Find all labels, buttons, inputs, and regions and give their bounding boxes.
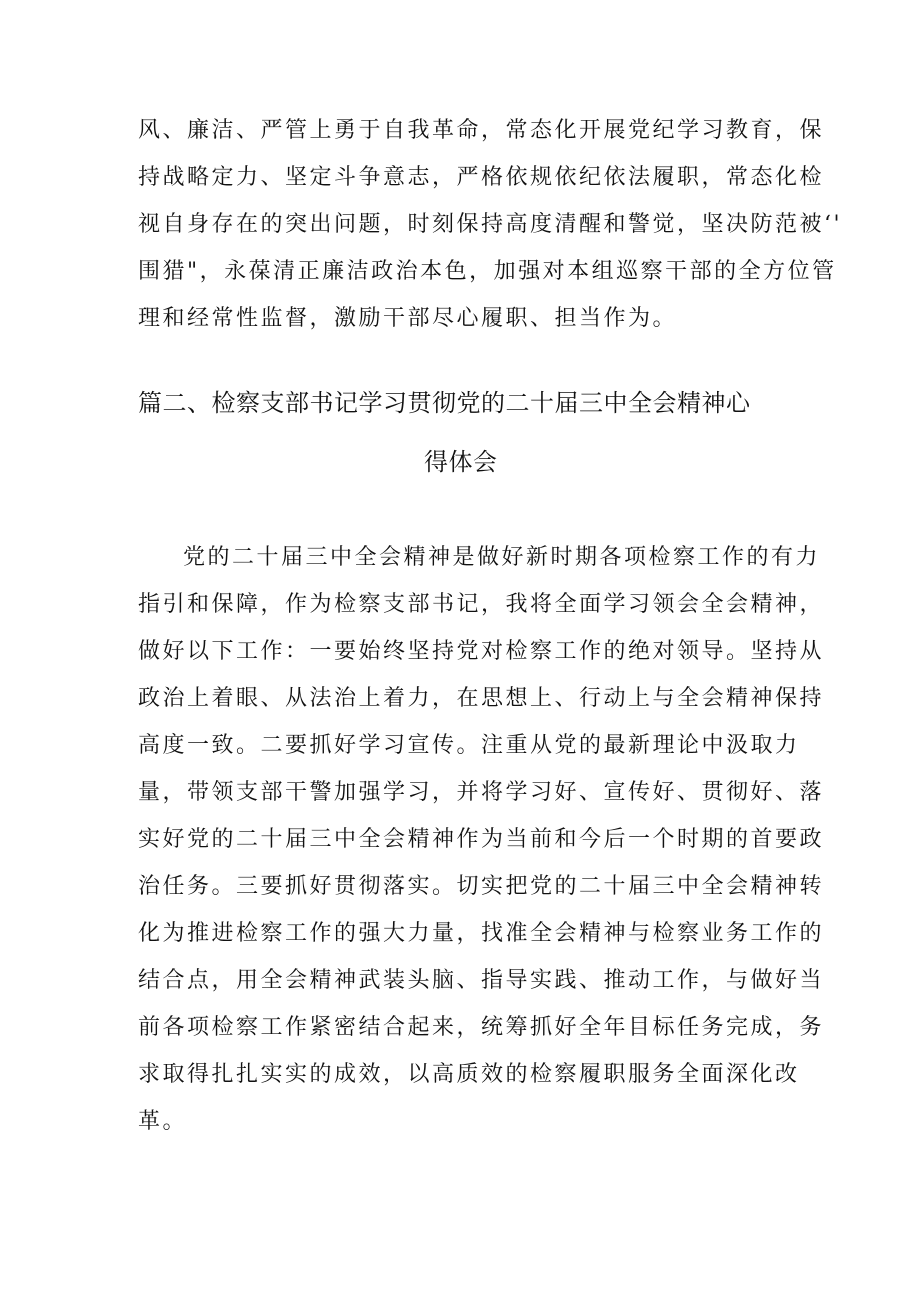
section-heading-line-1: 篇二、检察支部书记学习贯彻党的二十届三中全会精神心 (138, 389, 751, 417)
paragraph-line: 前各项检察工作紧密结合起来，统筹抓好全年目标任务完成，务 (138, 1015, 825, 1040)
paragraph-line: 视自身存在的突出问题，时刻保持高度清醒和警觉，坚决防范被‘' (138, 212, 843, 237)
paragraph-line: 化为推进检察工作的强大力量，找准全会精神与检察业务工作的 (138, 921, 825, 946)
paragraph-line-first: 党的二十届三中全会精神是做好新时期各项检察工作的有力 (183, 545, 821, 570)
paragraph-line: 做好以下工作：一要始终坚持党对检察工作的绝对领导。坚持从 (138, 639, 825, 664)
paragraph-line: 高度一致。二要抓好学习宣传。注重从党的最新理论中汲取力 (138, 733, 800, 758)
paragraph-line: 实好党的二十届三中全会精神作为当前和今后一个时期的首要政 (138, 827, 825, 852)
paragraph-line: 理和经常性监督，激励干部尽心履职、担当作为。 (138, 306, 678, 331)
paragraph-line: 革。 (138, 1109, 188, 1134)
paragraph-line: 围猎"，永葆清正廉洁政治本色，加强对本组巡察干部的全方位管 (138, 259, 837, 284)
paragraph-line: 治任务。三要抓好贯彻落实。切实把党的二十届三中全会精神转 (138, 874, 825, 899)
paragraph-line: 风、廉洁、严管上勇于自我革命，常态化开展党纪学习教育，保 (138, 118, 825, 143)
section-heading-line-2: 得体会 (424, 448, 498, 476)
paragraph-line: 政治上着眼、从法治上着力，在思想上、行动上与全会精神保持 (138, 686, 825, 711)
paragraph-line: 持战略定力、坚定斗争意志，严格依规依纪依法履职，常态化检 (138, 165, 825, 190)
paragraph-line: 指引和保障，作为检察支部书记，我将全面学习领会全会精神， (138, 592, 825, 617)
paragraph-line: 量，带领支部干警加强学习，并将学习好、宣传好、贯彻好、落 (138, 780, 825, 805)
paragraph-line: 求取得扎扎实实的成效，以高质效的检察履职服务全面深化改 (138, 1062, 800, 1087)
paragraph-line: 结合点，用全会精神武装头脑、指导实践、推动工作，与做好当 (138, 968, 825, 993)
